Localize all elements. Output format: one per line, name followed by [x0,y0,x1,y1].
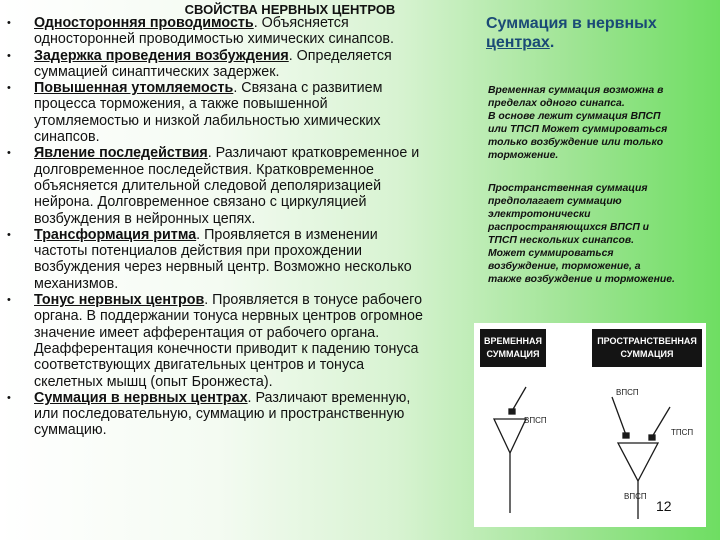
note-line: также возбуждение и торможение. [488,274,675,285]
property-text: долговременное последействия. Кратковременное [34,161,374,178]
temporal-neuron-body [494,419,526,453]
bullet: • [7,49,11,62]
bullet: • [7,147,11,160]
property-text: механизмов. [34,275,119,292]
property-text: . Различают кратковременное и [207,145,420,162]
list-item [0,145,480,226]
property-term: Односторонняя проводимость [34,15,254,31]
note-line: Пространственная суммация [488,183,648,194]
bullet: • [7,391,11,404]
spatial-synapse-excitatory [623,433,629,438]
list-item [0,292,480,390]
bullet: • [7,294,11,307]
property-text: суммацией синаптических задержек. [34,63,280,80]
temporal-header-block [480,329,546,367]
note-line: электротонически [488,209,591,220]
spatial-axon-inhibitory [652,407,670,437]
summation-title-dot: . [549,34,555,51]
property-text: объясняется длительной следовой деполяризацией [34,177,382,194]
spatial-vpsp-bottom-label: ВПСП [624,492,647,501]
temporal-synapse-bouton [509,409,515,414]
temporal-vpsp-label: ВПСП [524,416,547,425]
note-line: Временная суммация возможна в [488,85,664,96]
property-text: суммацию. [34,422,107,439]
summation-title [486,14,716,52]
spatial-vpsp-top-label: ВПСП [616,388,639,397]
bullet: • [7,82,11,95]
note-line: В основе лежит суммация ВПСП [488,111,661,122]
summation-diagram-svg [474,323,706,527]
property-text: утомляемостью и низкой лабильностью химических [34,112,381,129]
bullet: • [7,228,11,241]
summation-title-line: центрах [486,34,550,51]
spatial-neuron-body [618,443,658,481]
property-text: односторонней проводимостью химических синапсов. [34,31,394,48]
spatial-header-block [592,329,702,367]
spatial-summation-note [488,182,710,286]
spatial-axon-excitatory [612,397,626,435]
property-text: возбуждения в нейронных цепях. [34,210,256,227]
note-line: предполагает суммацию [488,196,622,207]
property-text: синапсов. [34,129,100,146]
property-text: или последовательную, суммацию и пространственную [34,406,405,423]
property-text: . Объясняется [253,15,349,31]
bullet: • [7,17,11,29]
property-text: Деафферентация конечности приводит к падению тонуса [34,340,419,357]
property-text: органа. В поддержании тонуса нервных центров огромное [34,308,423,325]
property-text: . Различают временную, [247,389,411,406]
temporal-header-line: СУММАЦИЯ [486,349,540,359]
note-line: возбуждение, торможение, а [488,261,641,272]
spatial-tpsp-label: ТПСП [671,428,694,437]
note-line: торможение. [488,150,559,161]
property-text: скелетных мышц (опыт Бронжеста). [34,373,273,390]
property-term: Задержка проведения возбуждения [34,47,289,64]
property-text: значение имеет афферентация от рабочего органа. [34,324,380,341]
list-item [0,227,480,292]
property-term: Трансформация ритма [34,226,197,243]
note-line: только возбуждение или только [488,137,664,148]
properties-list [0,15,480,439]
list-item [0,48,480,81]
property-text: процесса торможения, а также повышенной [34,96,328,113]
temporal-header-line: ВРЕМЕННАЯ [484,336,542,346]
property-term: Явление последействия [34,145,208,162]
spatial-header-line: ПРОСТРАНСТВЕННАЯ [597,336,697,346]
note-line: Может суммироваться [488,248,614,259]
note-line: или ТПСП Может суммироваться [488,124,668,135]
slide-title: СВОЙСТВА НЕРВНЫХ ЦЕНТРОВ [184,2,396,17]
property-term: Тонус нервных центров [34,292,205,309]
property-term: Суммация в нервных центрах [34,389,248,406]
temporal-neuron [494,387,526,513]
note-line: распространяющихся ВПСП и [488,222,650,233]
note-line: ТПСП нескольких синапсов. [488,235,634,246]
summation-title-line: Суммация в нервных [486,15,657,32]
property-text: . Связана с развитием [233,80,383,97]
list-item [0,80,480,145]
spatial-synapse-inhibitory [649,435,655,440]
property-text: частоты потенциалов действия при прохождении [34,243,363,260]
list-item [0,15,480,48]
temporal-summation-note [488,84,710,162]
property-text: . Проявляется в изменении [196,226,378,243]
temporal-axon [512,387,526,411]
note-line: пределах одного синапса. [488,98,625,109]
property-text: возбуждения через нервный центр. Возможно несколько [34,259,412,276]
page-number: 12 [656,498,672,514]
summation-diagram [474,323,706,527]
property-text: . Проявляется в тонусе рабочего [204,292,423,309]
list-item [0,390,480,439]
property-text: . Определяется [288,47,392,64]
property-text: соответствующих двигательных центров и тонуса [34,357,365,374]
property-text: нейрона. Долговременное связано с циркуляцией [34,194,367,211]
property-term: Повышенная утомляемость [34,80,234,97]
spatial-header-line: СУММАЦИЯ [620,349,674,359]
